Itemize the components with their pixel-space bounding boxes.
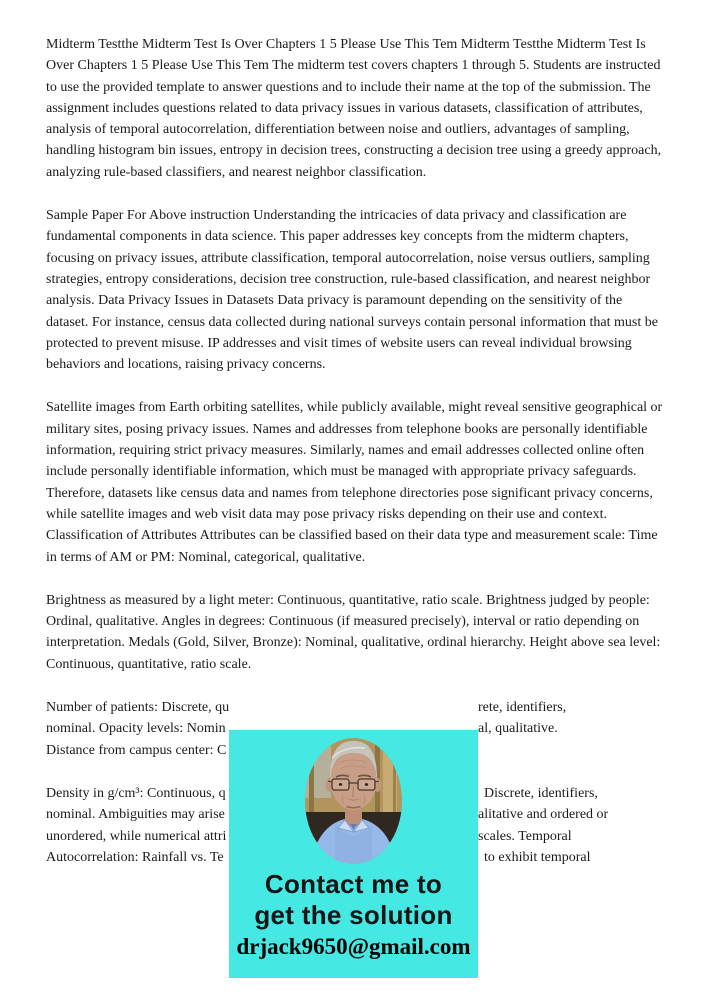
text-fragment-left: unordered, while numerical attri xyxy=(46,828,227,844)
text-fragment-left: nominal. Opacity levels: Nomin xyxy=(46,721,226,737)
text-fragment-right: rete, identifiers, xyxy=(478,700,567,716)
paragraph-sample-paper-intro: Sample Paper For Above instruction Understanding the intricacies of data privacy and classification are fundamental components in data science. This paper addresses key concepts from the midterm chapters, focusing on privacy issues, attribute classification, temporal autocorrelation, noise versus outliers, sampling strategies, entropy considerations, decision tree construction, rule-based classification, and nearest neighbor analysis. Data Privacy Issues in Datasets Data privacy is paramount depending on the sensitivity of the dataset. For instance, census data collected during national surveys contain personal information that must be protected to prevent misuse. IP addresses and visit times of website users can reveal individual browsing behaviors and locations, raising privacy concerns. xyxy=(46,208,658,373)
text-fragment-left: Autocorrelation: Rainfall vs. Te xyxy=(46,849,224,865)
text-fragment-left: Number of patients: Discrete, qu xyxy=(46,700,230,716)
text-fragment-right: alitative and ordered or xyxy=(478,807,609,823)
text-fragment-right: al, qualitative. xyxy=(478,721,558,737)
promo-heading xyxy=(254,869,452,931)
elderly-man-portrait-image xyxy=(305,738,402,864)
paragraph-satellite-privacy: Satellite images from Earth orbiting satellites, while publicly available, might reveal sensitive geographical or military sites, posing privacy issues. Names and addresses from telephone books are personally identifiable information, requiring strict privacy measures. Similarly, names and email addresses collected online often include personally identifiable information, which must be managed with appropriate privacy safeguards. Therefore, datasets like census data and names from telephone directories pose significant privacy concerns, while satellite images and web visit data may pose privacy risks depending on their use and context. Classification of Attributes Attributes can be classified based on their data type and measurement scale: Time in terms of AM or PM: Nominal, categorical, qualitative. xyxy=(46,400,663,565)
promo-heading-line1: Contact me to xyxy=(264,869,443,899)
tutor-photo xyxy=(305,738,402,864)
promo-email: drjack9650@gmail.com xyxy=(236,934,471,959)
text-fragment-left: Distance from campus center: C xyxy=(46,742,227,758)
text-fragment-right: to exhibit temporal xyxy=(484,849,591,865)
text-fragment-left: nominal. Ambiguities may arise xyxy=(46,807,225,823)
paragraph-attribute-examples: Brightness as measured by a light meter: Continuous, quantitative, ratio scale. Brightness judged by people: Ordinal, qualitative. Angles in degrees: Continuous (if measured precisely), interval or ratio depending on interpretation. Medals (Gold, Silver, Bronze): Nominal, qualitative, ordinal hierarchy. Height above sea level: Continuous, quantitative, ratio scale. xyxy=(46,592,661,672)
promo-overlay-card xyxy=(229,730,478,978)
text-fragment-right: scales. Temporal xyxy=(478,828,572,844)
text-fragment-left: Density in g/cm³: Continuous, q xyxy=(46,785,226,801)
promo-heading-line2: get the solution xyxy=(254,900,453,930)
text-line xyxy=(46,697,664,718)
text-fragment-right: Discrete, identifiers, xyxy=(484,785,598,801)
paragraph-midterm-instructions: Midterm Testthe Midterm Test Is Over Chapters 1 5 Please Use This Tem Midterm Testthe Midterm Test Is Over Chapters 1 5 Please Use This Tem The midterm test covers chapters 1 through 5. Students are instructed to use the provided template to answer questions and to include their name at the top of the submission. The assignment includes questions related to data privacy issues in various datasets, classification of attributes, analysis of temporal autocorrelation, differentiation between noise and outliers, advantages of sampling, handling histogram bin issues, entropy in decision trees, constructing a decision tree using a greedy approach, analyzing rule-based classifiers, and nearest neighbor classification. xyxy=(46,37,662,180)
